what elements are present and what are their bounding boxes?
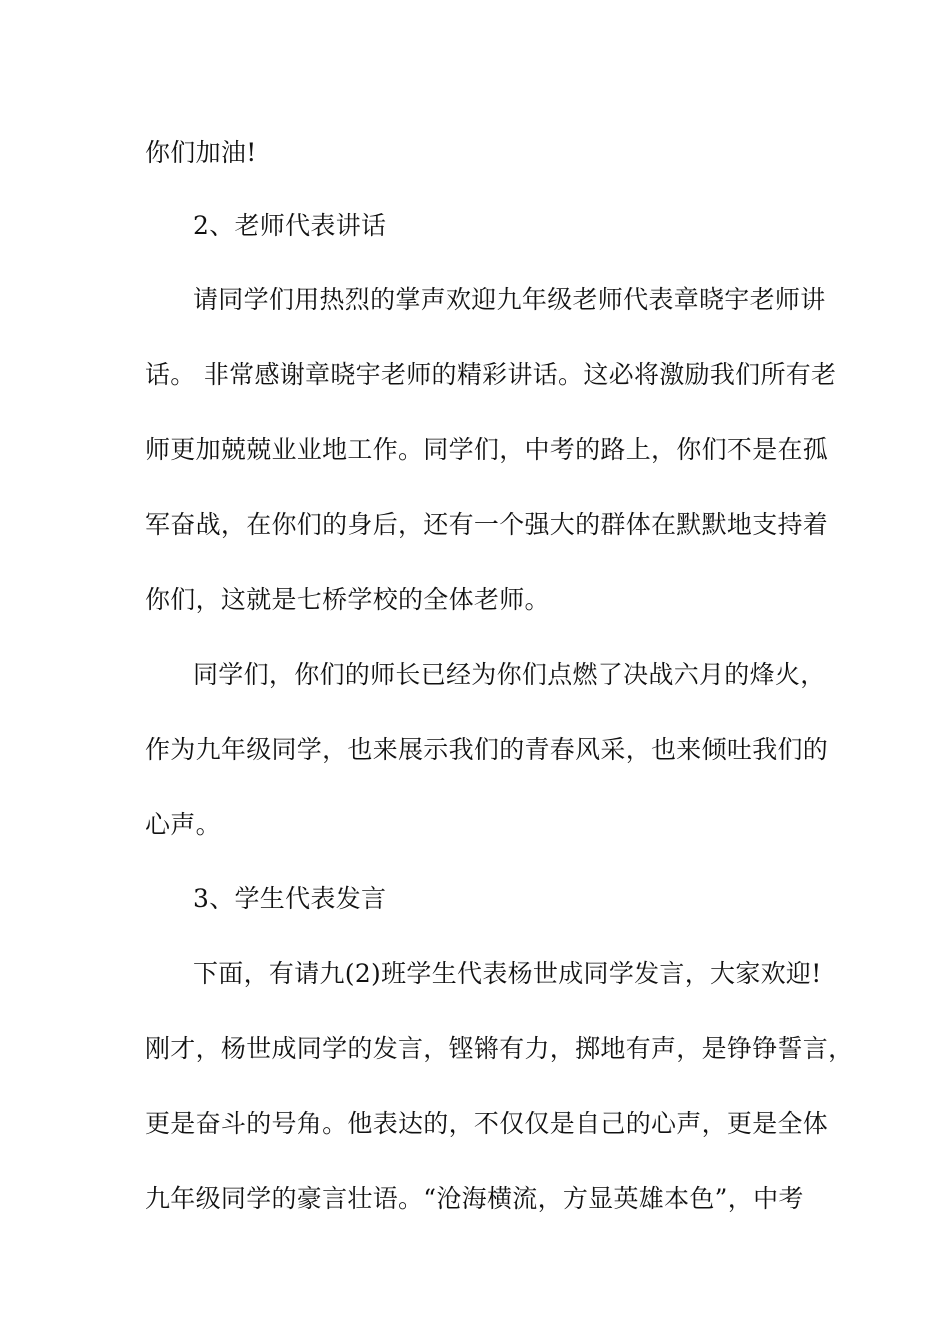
text-line: 话。 非常感谢章晓宇老师的精彩讲话。这必将激励我们所有老 [145,360,837,389]
text-line: 请同学们用热烈的掌声欢迎九年级老师代表章晓宇老师讲 [193,285,826,314]
text-line: 同学们，你们的师长已经为你们点燃了决战六月的烽火， [193,660,826,689]
text-line: 下面，有请九(2)班学生代表杨世成同学发言，大家欢迎! [193,959,822,988]
text-line: 更是奋斗的号角。他表达的，不仅仅是自己的心声，更是全体 [145,1109,829,1138]
text-line: 作为九年级同学，也来展示我们的青春风采，也来倾吐我们的 [145,735,829,764]
text-line: 你们，这就是七桥学校的全体老师。 [145,585,550,614]
section-heading-teacher-speech: 2、老师代表讲话 [193,211,387,240]
section-heading-student-speech: 3、学生代表发言 [193,884,387,913]
text-line: 刚才，杨世成同学的发言，铿锵有力，掷地有声，是铮铮誓言， [145,1034,854,1063]
text-line: 心声。 [145,810,221,839]
text-line: 你们加油! [145,138,257,167]
text-line: 师更加兢兢业业地工作。同学们，中考的路上，你们不是在孤 [145,435,829,464]
text-line: 九年级同学的豪言壮语。“沧海横流，方显英雄本色”，中考 [145,1184,804,1213]
text-line: 军奋战，在你们的身后，还有一个强大的群体在默默地支持着 [145,510,829,539]
